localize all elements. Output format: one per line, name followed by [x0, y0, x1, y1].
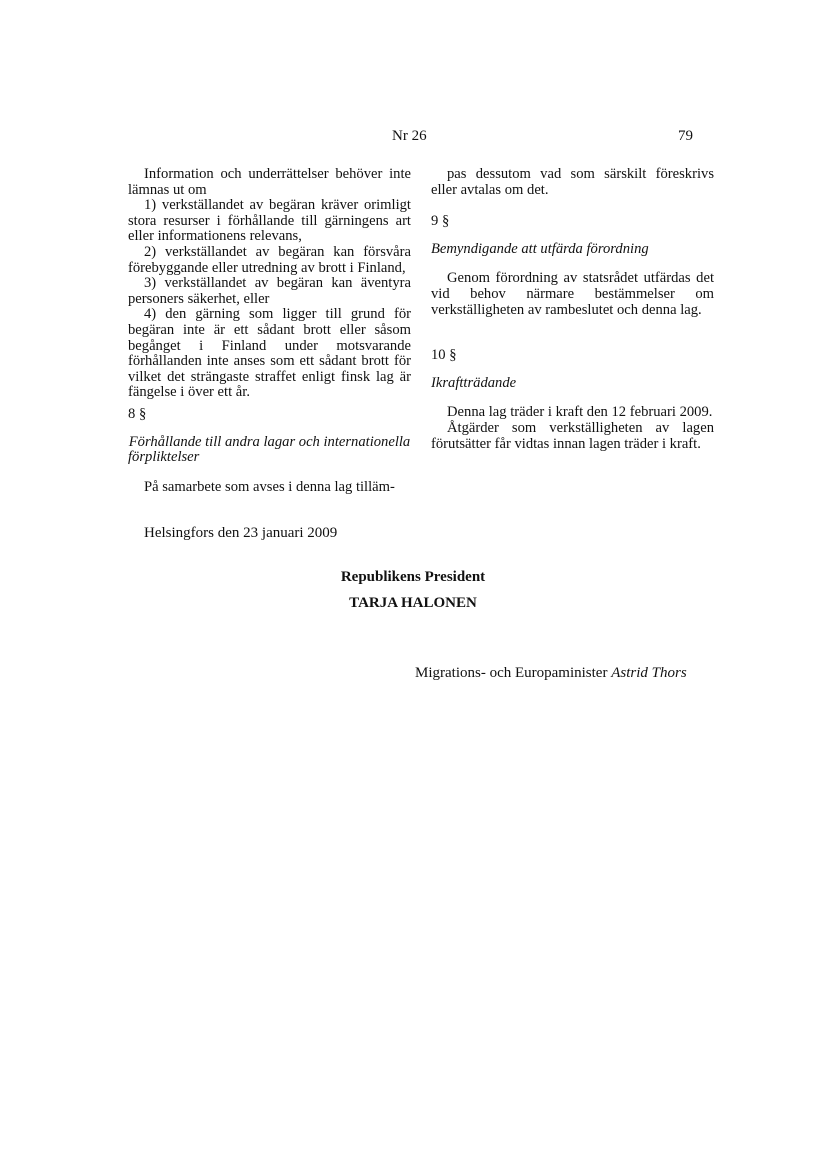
- paragraph: Denna lag träder i kraft den 12 februari 2009.: [447, 404, 713, 421]
- paragraph: Genom förordning av statsrådet utfärdas det vid behov närmare bestämmelser om verkställigheten av rambeslutet och denna lag.: [431, 270, 714, 318]
- paragraph: 3) verkställandet av begäran kan äventyra personers säkerhet, eller: [128, 275, 411, 307]
- paragraph: 4) den gärning som ligger till grund för begäran inte är ett sådant brott eller såsom begånget i Finland under motsvarande förhållanden inte anses som ett sådant brott för vilket det strängaste straffet enligt finsk lag är fängelse i över ett år.: [128, 306, 411, 401]
- paragraph: pas dessutom vad som särskilt föreskrivs eller avtalas om det.: [431, 166, 714, 198]
- place-and-date: Helsingfors den 23 januari 2009: [144, 525, 338, 541]
- president-title: Republikens President: [340, 569, 486, 585]
- page-number: 79: [678, 128, 693, 144]
- section-heading: Förhållande till andra lagar och internationella förpliktelser: [128, 433, 411, 466]
- paragraph: 1) verkställandet av begäran kräver orimligt stora resurser i förhållande till gärningens art eller informationens relevans,: [128, 197, 411, 245]
- section-number: 9 §: [431, 213, 450, 230]
- minister-title: Migrations- och Europaminister: [415, 665, 608, 681]
- paragraph: 2) verkställandet av begäran kan försvåra förebyggande eller utredning av brott i Finland,: [128, 243, 411, 276]
- paragraph: På samarbete som avses i denna lag tilläm-: [144, 478, 395, 495]
- section-number: 8 §: [128, 405, 147, 422]
- right-column: [431, 167, 714, 452]
- section-heading: Ikraftträdande: [431, 374, 517, 391]
- minister-name: Astrid Thors: [611, 665, 687, 681]
- paragraph: Information och underrättelser behöver inte lämnas ut om: [128, 166, 411, 198]
- section-heading: Bemyndigande att utfärda förordning: [431, 240, 649, 257]
- president-name: TARJA HALONEN: [349, 595, 477, 611]
- minister-signature: [415, 665, 687, 682]
- paragraph: Åtgärder som verkställigheten av lagen förutsätter får vidtas innan lagen träder i kraft.: [431, 419, 714, 452]
- section-number: 10 §: [431, 347, 457, 364]
- left-column: [128, 167, 411, 495]
- issue-number: Nr 26: [392, 128, 427, 144]
